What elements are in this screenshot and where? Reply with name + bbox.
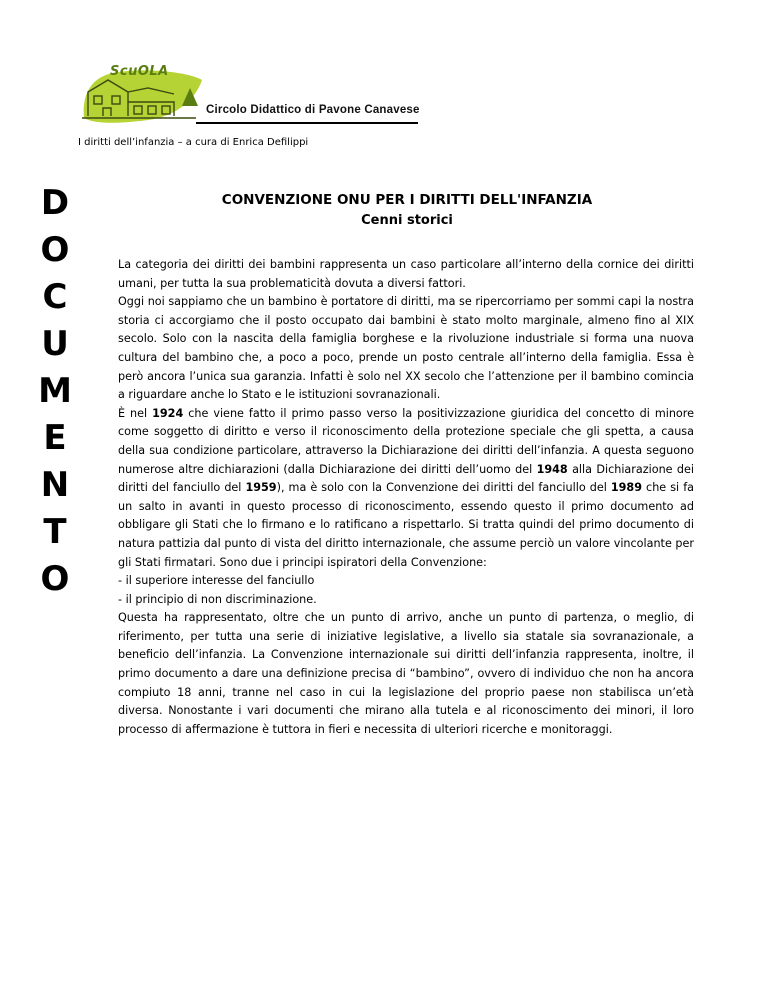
side-letter: T [43,512,67,552]
side-letter: N [40,465,70,505]
side-letter: U [41,324,69,364]
document-body [118,256,694,739]
side-label-documento [30,180,80,603]
year-1959: 1959 [245,481,277,495]
text-run: alla Dichiarazione dei diritti del fanciullo del [118,462,694,495]
side-letter: D [40,183,70,223]
document-subtitle: I diritti dell’infanzia – a cura di Enrica Defilippi [78,137,309,148]
side-letter: O [40,559,70,599]
paragraph-intro: La categoria dei diritti dei bambini rappresenta un caso particolare all’interno della cornice dei diritti umani, per tutta la sua problematicità dovuta a diversi fattori. [118,258,694,290]
year-1948: 1948 [536,462,568,476]
list-item: - il principio di non discriminazione. [118,592,317,606]
organization-name: Circolo Didattico di Pavone Canavese [206,104,420,116]
logo-word: ScuOLA [110,64,169,79]
side-letter: E [43,418,67,458]
list-item: - il superiore interesse del fanciullo [118,574,315,588]
text-run: che viene fatto il primo passo verso la positivizzazione giuridica del concetto di minore come soggetto di diritto e verso il riconoscimento della protezione speciale che gli spetta, a causa della sua condizione particolare, attraverso la Dichiarazione dei diritti dell’infanzia. A questa seguono numerose altre dichiarazioni (dalla Dichiarazione dei diritti dell’uomo del [118,406,694,476]
paragraph-declarations [118,405,694,572]
text-run: che si fa un salto in avanti in questo processo di riconoscimento, essendo questo il primo documento ad obbligare gli Stati che lo firmano e lo ratificano a rispettarlo. Si tratta quindi del primo documento di natura pattizia dal punto di vista del diritto internazionale, che assume perciò un valore vincolante per gli Stati firmatari. Sono due i principi ispiratori della Convenzione: [118,481,694,569]
header-divider [196,122,418,124]
year-1924: 1924 [152,406,184,420]
paragraph-history: Oggi noi sappiamo che un bambino è portatore di diritti, ma se ripercorriamo per sommi capi la nostra storia ci accorgiamo che il posto occupato dai bambini è stato molto marginale, almeno fino al XIX secolo. Solo con la nascita della famiglia borghese e la rivoluzione industriale si forma una nuova cultura del bambino che, a poco a poco, prende un posto centrale all’interno della famiglia. Essa è però ancora l’unica sua garanzia. Infatti è solo nel XX secolo che l’attenzione per il bambino comincia a riguardare anche lo Stato e le istituzioni sovranazionali. [118,295,694,402]
page-title: CONVENZIONE ONU PER I DIRITTI DELL'INFANZIA [221,192,593,208]
page-section-title: Cenni storici [361,213,453,228]
side-letter: C [42,277,68,317]
school-logo [78,58,418,128]
side-letter: O [40,230,70,270]
paragraph-conclusion: Questa ha rappresentato, oltre che un punto di arrivo, anche un punto di partenza, o meglio, di riferimento, per tutta una serie di iniziative legislative, a livello sia statale sia sovranazionale, a beneficio dell’infanzia. La Convenzione internazionale sui diritti dell’infanzia rappresenta, inoltre, il primo documento a dare una definizione precisa di “bambino”, ovvero di individuo che non ha ancora compiuto 18 anni, tranne nel caso in cui la legislazione del proprio paese non stabilisca un’età diversa. Nonostante i vari documenti che mirano alla tutela e al riconoscimento dei minori, il loro processo di affermazione è tuttora in fieri e necessita di ulteriori ricerche e monitoraggi. [118,611,694,736]
side-letter: M [38,371,72,411]
text-run: ), ma è solo con la Convenzione dei diritti del fanciullo del [276,481,611,495]
text-run: È nel [118,406,153,420]
year-1989: 1989 [610,481,642,495]
